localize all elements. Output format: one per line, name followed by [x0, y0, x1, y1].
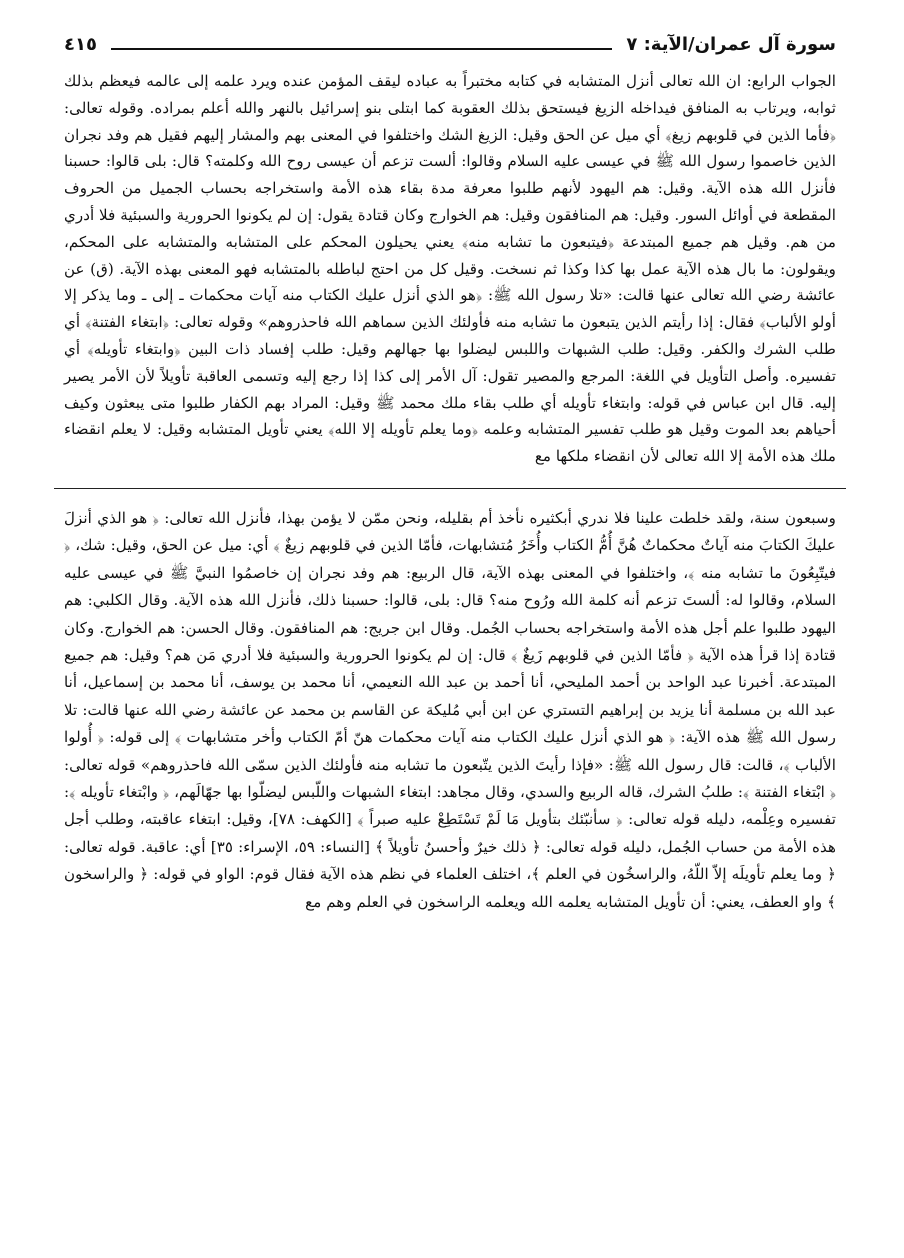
main-commentary-paragraph: الجواب الرابع: ان الله تعالى أنزل المتشابه في كتابه مختبراً به عباده ليقف المؤمن عنده ويرد علمه إلى عالمه فيعظم بذلك ثوابه، ويرتاب به المنافق فيداخله الزيغ فيستحق بذلك العقوبة كما ابتلى بنو إسرائيل بالنهر والله أعلم بمراده. وقوله تعالى: ﴿فأما الذين في قلوبهم زيغ﴾ أي ميل عن الحق وقيل: الزيغ الشك واختلفوا في المعنى بهم والمشار إليهم فقيل هم وفد نجران الذين خاصموا رسول الله ﷺ في عيسى عليه السلام وقالوا: ألست تزعم أن عيسى روح الله وكلمته؟ قال: بلى قالوا: حسبنا فأنزل الله هذه الآية. وقيل: هم اليهود لأنهم طلبوا معرفة مدة بقاء هذه الأمة واستخراجه بحساب الجميل من الحروف المقطعة في أوائل السور. وقيل: هم المنافقون وقيل: هم الخوارج وكان قتادة يقول: إن لم يكونوا الحرورية والسبئية فلا أدري من هم. وقيل هم جميع المبتدعة ﴿فيتبعون ما تشابه منه﴾ يعني يحيلون المحكم على المتشابه والمتشابه على المحكم، ويقولون: ما بال هذه الآية عمل بها كذا وكذا ثم نسخت. وقيل كل من احتج لباطله بالمتشابه فهو المعنى بهذه الآية. (ق) عن عائشة رضي الله تعالى عنها قالت: «تلا رسول الله ﷺ: ﴿هو الذي أنزل عليك الكتاب منه آيات محكمات ـ إلى ـ وما يذكر إلا أولو الألباب﴾ فقال: إذا رأيتم الذين يتبعون ما تشابه منه فأولئك الذين سماهم الله فاحذروهم» وقوله تعالى: ﴿ابتغاء الفتنة﴾ أي طلب الشرك والكفر. وقيل: طلب الشبهات واللبس ليضلوا بها جهالهم وقيل: طلب إفساد ذات البين ﴿وابتغاء تأويله﴾ أي تفسيره. وأصل التأويل في اللغة: المرجع والمصير تقول: آل الأمر إلى كذا إذا رجع إليه وتسمى العاقبة تأويلاً لأن الأمر يصير إليه. قال ابن عباس في قوله: وابتغاء تأويله أي طلب بقاء ملك محمد ﷺ وقيل: المراد بهم الكفار طلبوا متى يبعثون وكيف أحياهم بعد الموت وقيل هو طلب تفسير المتشابه وعلمه ﴿وما يعلم تأويله إلا الله﴾ يعني تأويل المتشابه وقيل: لا يعلم انقضاء ملك هذه الأمة إلا الله تعالى لأن انقضاء ملكها مع	[64, 72, 836, 466]
header-rule	[111, 48, 612, 50]
page-number: ٤١٥	[64, 34, 97, 55]
main-commentary	[64, 68, 836, 470]
running-header	[64, 26, 836, 56]
margin-commentary	[64, 505, 836, 916]
surah-verse-title: سورة آل عمران/الآية: ٧	[626, 34, 836, 55]
section-divider	[54, 488, 846, 489]
margin-commentary-paragraph: وسبعون سنة، ولقد خلطت علينا فلا ندري أبكثيره نأخذ أم بقليله، ونحن ممّن لا يؤمن بهذا، فأنزل الله تعالى: ﴿ هو الذي أنزلَ عليكَ الكتابَ منه آياتٌ محكماتٌ هُنَّ أُمُّ الكتاب وأُخَرُ مُتشابهات، فأمّا الذين في قلوبهم زيغٌ ﴾ أي: ميل عن الحق، وقيل: شك، ﴿ فيتّبِعُونَ ما تشابه منه ﴾، واختلفوا في المعنى بهذه الآية، قال الربيع: هم وفد نجران إن خاصمُوا النبيَّ ﷺ في عيسى عليه السلام، وقالوا له: ألستَ تزعم أنه كلمة الله ورُوح منه؟ قال: بلى، قالوا: حسبنا ذلك، فأنزل الله هذه الآية. وقال الكلبي: هم اليهود طلبوا علم أجل هذه الأمة واستخراجه بحساب الجُمل. وقال ابن جريج: هم المنافقون. وقال الحسن: هم الخوارج. وكان قتادة إذا قرأ هذه الآية ﴿ فأمّا الذين في قلوبهم زَيغٌ ﴾ قال: إن لم يكونوا الحرورية والسبئية فلا أدري مَن هم؟ وقيل: هم جميع المبتدعة. أخبرنا عبد الواحد بن أحمد المليحي، أنا أحمد بن عبد الله النعيمي، أنا محمد بن يوسف، أنا محمد بن إسماعيل، أنا عبد الله بن مسلمة أنا يزيد بن إبراهيم التستري عن ابن أبي مُليكة عن القاسم بن محمد عن عائشة رضي الله عنها قالت: تلا رسول الله ﷺ هذه الآية: ﴿ هو الذي أنزل عليك الكتاب منه آيات محكمات هنّ أمّ الكتاب وأخر متشابهات ﴾ إلى قوله: ﴿ أُولوا الألباب ﴾، قالت: قال رسول الله ﷺ: «فإذا رأيتَ الذين يتّبعون ما تشابه منه فأولئك الذين سمّى الله فاحذروهم» قوله تعالى: ﴿ ابْتغاء الفتنة ﴾: طلبُ الشرك، قاله الربيع والسدي، وقال مجاهد: ابتغاء الشبهات واللّبس ليضلّوا بها جهّالَهم، ﴿ وابْتغاء تأويله ﴾: تفسيره وعِلْمه، دليله قوله تعالى: ﴿ سأنبّئك بتأويل مَا لَمْ تَسْتَطِعْ عليه صبراً ﴾ [الكهف: ٧٨]، وقيل: ابتغاء عاقبته، وطلب أجل هذه الأمة من حساب الجُمل، دليله قوله تعالى: ﴿ ذلك خيرٌ وأحسنُ تأويلاً ﴾ [النساء: ٥٩، الإسراء: ٣٥] أي: عاقبة. قوله تعالى: ﴿ وما يعلم تأويلَه إلاّ اللّهُ، والراسخُون في العلم ﴾، اختلف العلماء في نظم هذه الآية فقال قوم: الواو في قوله: ﴿ والراسخون ﴾ واو العطف، يعني: أن تأويل المتشابه يعلمه الله ويعلمه الراسخون في العلم وهم مع	[64, 508, 837, 911]
